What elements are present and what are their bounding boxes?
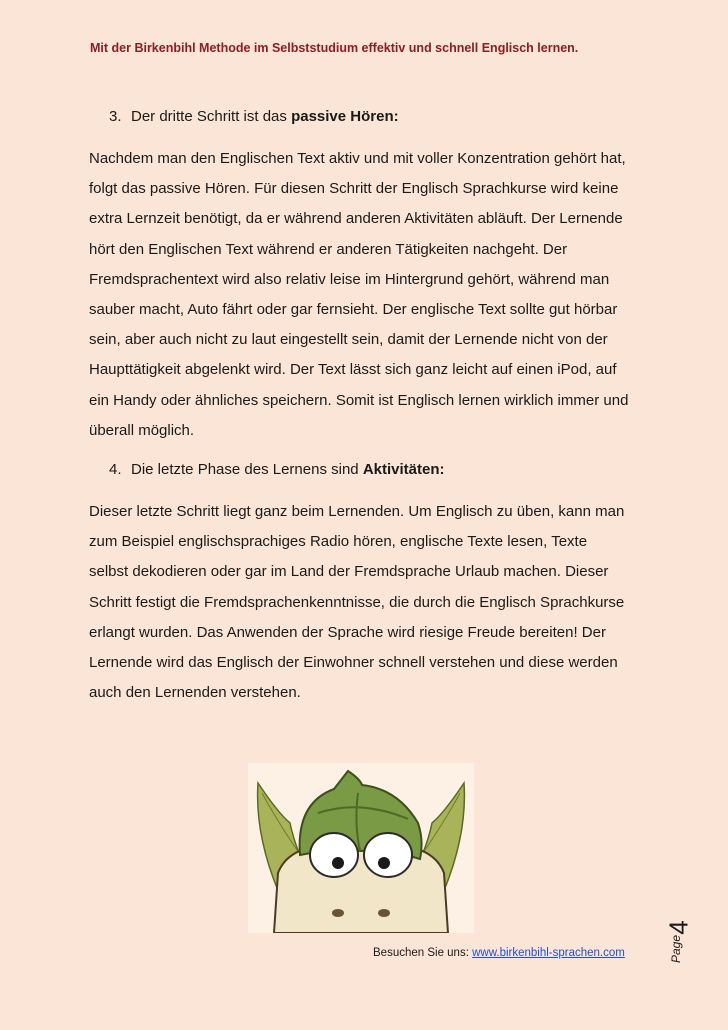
paragraph-line: hört den Englischen Text während er anderen Tätigkeiten nachgeht. Der [89,240,568,258]
paragraph-line: zum Beispiel englischsprachiges Radio hören, englische Texte lesen, Texte [89,533,588,551]
paragraph-line: folgt das passive Hören. Für diesen Schritt der Englisch Sprachkurse wird keine [89,180,619,198]
page-label: Page [669,934,684,964]
footer-text: Besuchen Sie uns: [373,947,473,959]
section-3-bold: passive Hören: [291,108,399,125]
section-3-heading [109,108,399,125]
paragraph-line: sein, aber auch nicht zu laut eingestellt sein, damit der Lernende nicht von der [89,331,608,349]
paragraph-line: selbst dekodieren oder gar im Land der Fremdsprache Urlaub machen. Dieser [89,563,609,581]
paragraph-line: ein Handy oder ähnliches speichern. Somit ist Englisch lernen wirklich immer und [89,391,629,409]
section-4-heading [109,461,445,478]
paragraph-line: erlangt wurden. Das Anwenden der Sprache wird riesige Freude bereiten! Der [89,623,606,641]
paragraph-line: Dieser letzte Schritt liegt ganz beim Lernenden. Um Englisch zu üben, kann man [89,503,625,520]
section-3-paragraph [89,144,649,446]
paragraph-line: Lernende wird das Englisch der Einwohner schnell verstehen und diese werden [89,654,618,672]
section-4-bold: Aktivitäten: [362,461,445,478]
dragon-illustration [248,763,474,933]
section-3-number: 3. [109,108,122,125]
section-4-text: Die letzte Phase des Lernens sind [131,461,363,478]
section-3-text: Der dritte Schritt ist das [131,108,292,125]
paragraph-line: Haupttätigkeit abgelenkt wird. Der Text lässt sich ganz leicht auf einen iPod, auf [89,361,617,379]
paragraph-line: sauber macht, Auto fährt oder gar fernsieht. Der englische Text sollte gut hörbar [89,301,618,319]
section-4-number: 4. [109,461,122,478]
section-4-paragraph [89,497,649,708]
paragraph-line: Schritt festigt die Fremdsprachenkenntnisse, die durch die Englisch Sprachkurse [89,593,625,611]
page-number-marker [663,918,706,978]
paragraph-line: überall möglich. [89,421,195,439]
paragraph-line: extra Lernzeit benötigt, da er während anderen Aktivitäten abläuft. Der Lernende [89,210,623,228]
document-header: Mit der Birkenbihl Methode im Selbststudium effektiv und schnell Englisch lernen. [90,41,579,55]
footer [373,947,625,959]
paragraph-line: auch den Lernenden verstehen. [89,684,301,702]
paragraph-line: Fremdsprachentext wird also relativ leise im Hintergrund gehört, während man [89,270,610,288]
paragraph-line: Nachdem man den Englischen Text aktiv und mit voller Konzentration gehört hat, [89,150,626,167]
page-number: 4 [663,920,694,935]
website-link[interactable]: www.birkenbihl-sprachen.com [472,947,625,959]
